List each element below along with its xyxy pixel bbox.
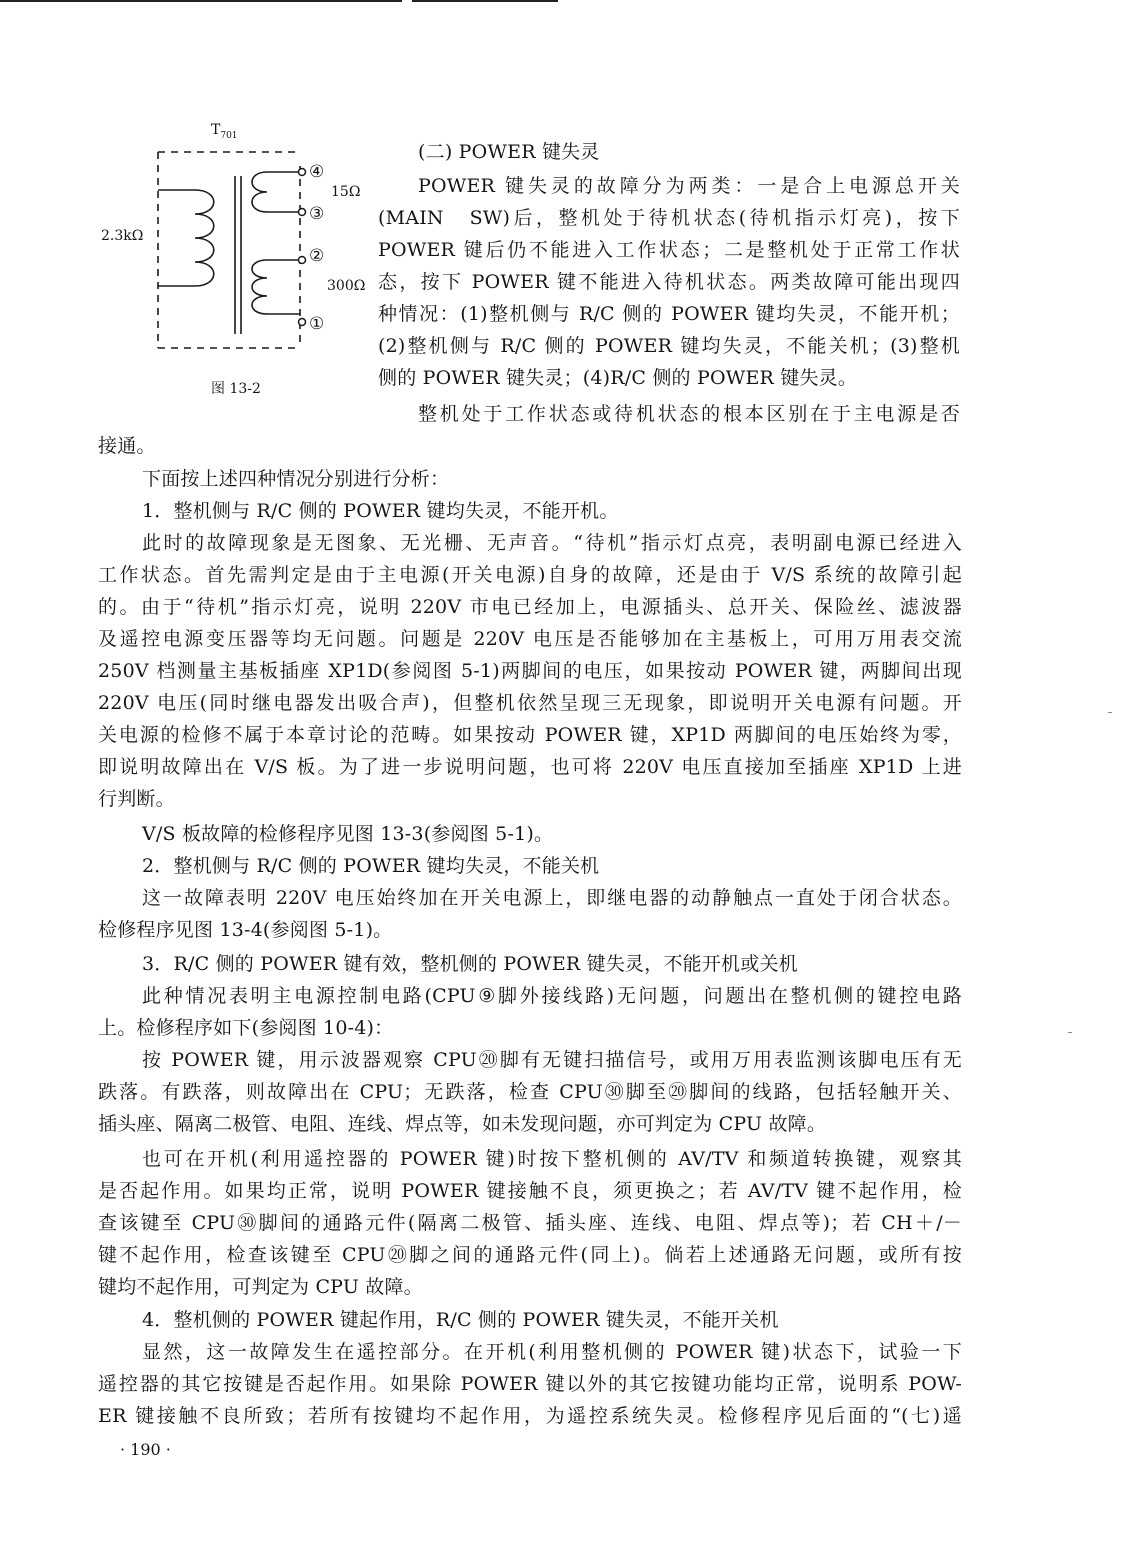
pin-3-label: ③ (309, 204, 325, 224)
pin-1-terminal (299, 319, 306, 326)
paragraph-line: 插头座、隔离二极管、电阻、连线、焊点等，如未发现问题，亦可判定为 CPU 故障。 (98, 1113, 827, 1135)
transformer-figure (95, 118, 395, 408)
scan-edge-line (412, 0, 558, 2)
pin-1-label: ① (309, 314, 325, 334)
paragraph-line: POWER 键后仍不能进入工作状态；二是整机处于正常工作状 (378, 239, 960, 261)
paragraph-line: 检修程序见图 13-4(参阅图 5-1)。 (98, 919, 393, 941)
paragraph-line: POWER 键失灵的故障分为两类：一是合上电源总开关 (418, 175, 960, 197)
scan-edge-line (0, 0, 402, 2)
paragraph-line: 下面按上述四种情况分别进行分析： (142, 468, 450, 490)
paragraph-line: 态，按下 POWER 键不能进入待机状态。两类故障可能出现四 (378, 271, 960, 293)
subsection-heading-3: 3．R/C 侧的 POWER 键有效，整机侧的 POWER 键失灵，不能开机或关机 (142, 953, 798, 975)
paragraph-line: 行判断。 (98, 788, 175, 810)
pin-4-terminal (299, 169, 306, 176)
paragraph-line: 按 POWER 键，用示波器观察 CPU⑳脚有无键扫描信号，或用万用表监测该脚电压有无 (142, 1049, 962, 1071)
paragraph-line: 此时的故障现象是无图象、无光栅、无声音。“待机”指示灯点亮，表明副电源已经进入 (142, 532, 962, 554)
paragraph-line: (2)整机侧与 R/C 侧的 POWER 键均失灵，不能关机；(3)整机 (378, 335, 960, 357)
page-number: · 190 · (120, 1440, 171, 1459)
section-title: (二) POWER 键失灵 (418, 141, 600, 163)
paragraph-line: 此种情况表明主电源控制电路(CPU⑨脚外接线路)无问题，问题出在整机侧的键控电路 (142, 985, 962, 1007)
scan-speck (1108, 712, 1112, 713)
pin-2-label: ② (309, 246, 325, 266)
paragraph-line: 也可在开机(利用遥控器的 POWER 键)时按下整机侧的 AV/TV 和频道转换键，观察其 (142, 1148, 962, 1170)
paragraph-line: 关电源的检修不属于本章讨论的范畴。如果按动 POWER 键，XP1D 两脚间的电压始终为零， (98, 724, 962, 746)
subsection-heading-1: 1．整机侧与 R/C 侧的 POWER 键均失灵，不能开机。 (142, 500, 619, 522)
paragraph-line: 接通。 (98, 435, 156, 457)
paragraph-line: 上。检修程序如下(参阅图 10-4)： (98, 1017, 394, 1039)
paragraph-line: 250V 档测量主基板插座 XP1D(参阅图 5-1)两脚间的电压，如果按动 POWER 键，两脚间出现 (98, 660, 962, 682)
figure-caption: 图 13-2 (211, 381, 261, 397)
pin-2-terminal (299, 257, 306, 264)
paragraph-line: V/S 板故障的检修程序见图 13-3(参阅图 5-1)。 (142, 823, 554, 845)
paragraph-line: 是否起作用。如果均正常，说明 POWER 键接触不良，须更换之；若 AV/TV 键不起作用，检 (98, 1180, 962, 1202)
transformer-diagram (95, 118, 395, 408)
pin-4-label: ④ (309, 162, 325, 182)
pin-3-terminal (299, 209, 306, 216)
lower-resistance-label: 300Ω (327, 278, 366, 294)
paragraph-line: 220V 电压(同时继电器发出吸合声)，但整机依然呈现三无现象，即说明开关电源有问题。开 (98, 692, 962, 714)
paragraph-line: ER 键接触不良所致；若所有按键均不起作用，为遥控系统失灵。检修程序见后面的“(七)遥 (98, 1405, 962, 1427)
paragraph-line: 种情况：(1)整机侧与 R/C 侧的 POWER 键均失灵，不能开机； (378, 303, 960, 325)
paragraph-line: 显然，这一故障发生在遥控部分。在开机(利用整机侧的 POWER 键)状态下，试验一下 (142, 1341, 962, 1363)
paragraph-line: 的。由于“待机”指示灯亮，说明 220V 市电已经加上，电源插头、总开关、保险丝、滤波器 (98, 596, 962, 618)
paragraph-line: 侧的 POWER 键失灵；(4)R/C 侧的 POWER 键失灵。 (378, 367, 858, 389)
paragraph-line: 这一故障表明 220V 电压始终加在开关电源上，即继电器的动静触点一直处于闭合状态。 (142, 887, 962, 909)
paragraph-line: 查该键至 CPU㉚脚间的通路元件(隔离二极管、插头座、连线、电阻、焊点等)；若 CH＋/－ (98, 1212, 962, 1234)
scan-speck (1068, 1032, 1072, 1033)
subsection-heading-2: 2．整机侧与 R/C 侧的 POWER 键均失灵，不能关机 (142, 855, 600, 877)
primary-resistance-label: 2.3kΩ (101, 228, 144, 244)
paragraph-line: 即说明故障出在 V/S 板。为了进一步说明问题，也可将 220V 电压直接加至插座 XP1D 上进 (98, 756, 962, 778)
paragraph-line: 跌落。有跌落，则故障出在 CPU；无跌落，检查 CPU㉚脚至⑳脚间的线路，包括轻触开关、 (98, 1081, 962, 1103)
subsection-heading-4: 4．整机侧的 POWER 键起作用，R/C 侧的 POWER 键失灵，不能开关机 (142, 1309, 779, 1331)
paragraph-line: 及遥控电源变压器等均无问题。问题是 220V 电压是否能够加在主基板上，可用万用表交流 (98, 628, 962, 650)
transformer-label: $T_{701}$ (211, 122, 238, 141)
paragraph-line: 遥控器的其它按键是否起作用。如果除 POWER 键以外的其它按键功能均正常，说明系 POW- (98, 1373, 962, 1395)
paragraph-line: 整机处于工作状态或待机状态的根本区别在于主电源是否 (418, 403, 960, 425)
paragraph-line: 键不起作用，检查该键至 CPU⑳脚之间的通路元件(同上)。倘若上述通路无问题，或所有按 (98, 1244, 962, 1266)
paragraph-line: (MAIN SW)后，整机处于待机状态(待机指示灯亮)，按下 (378, 207, 960, 229)
paragraph-line: 工作状态。首先需判定是由于主电源(开关电源)自身的故障，还是由于 V/S 系统的故障引起 (98, 564, 962, 586)
paragraph-line: 键均不起作用，可判定为 CPU 故障。 (98, 1276, 423, 1298)
upper-resistance-label: 15Ω (331, 184, 361, 200)
